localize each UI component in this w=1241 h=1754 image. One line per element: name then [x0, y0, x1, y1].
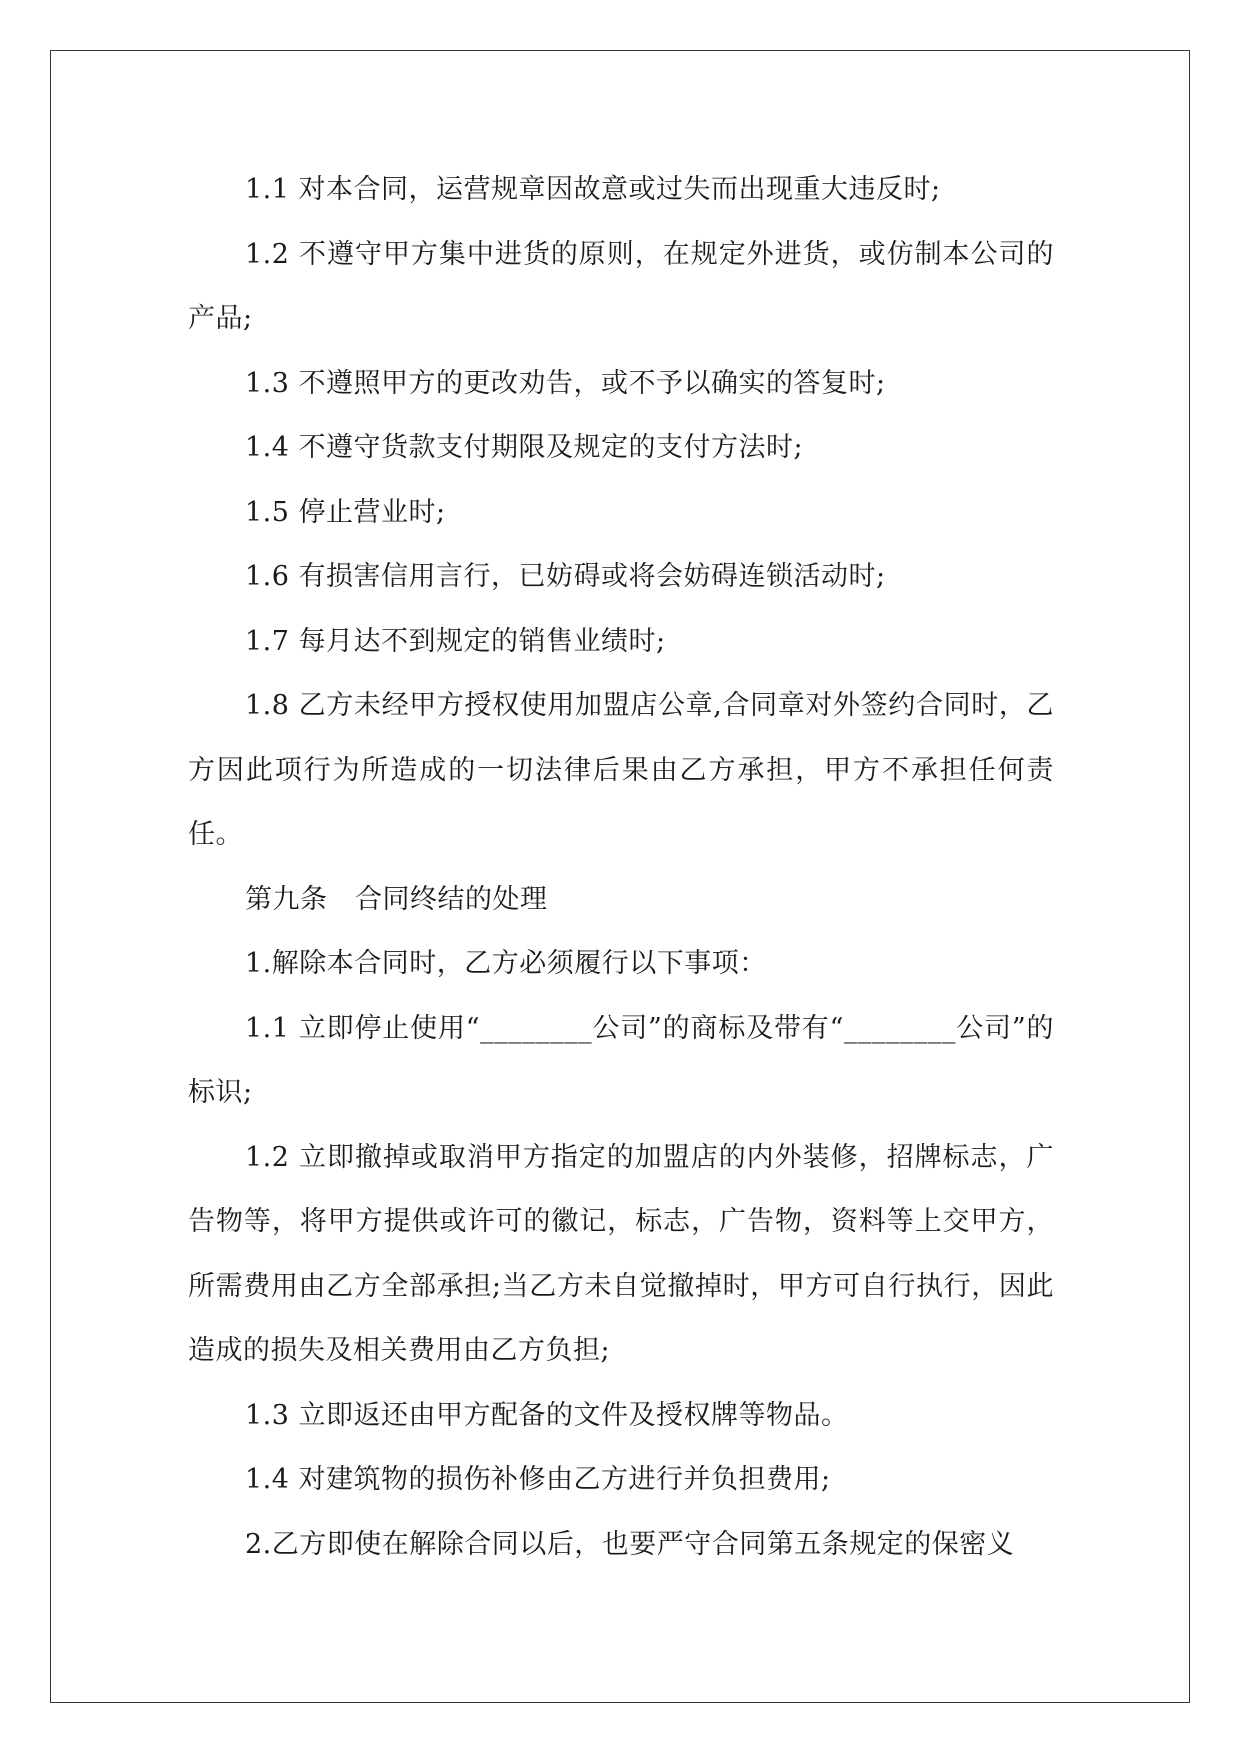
termination-item-1: 1.解除本合同时，乙方必须履行以下事项： [245, 948, 767, 979]
clause-1-5: 1.5 停止营业时; [245, 496, 446, 528]
document-body [188, 158, 1054, 1577]
termination-item-1-2: 1.2 立即撤掉或取消甲方指定的加盟店的内外装修，招牌标志，广告物等，将甲方提供或许可的徽记，标志，广告物，资料等上交甲方，所需费用由乙方全部承担;当乙方未自觉撤掉时，甲方可自行执行，因此造成的损失及相关费用由乙方负担; [188, 1141, 1054, 1366]
termination-item-1-3: 1.3 立即返还由甲方配备的文件及授权牌等物品。 [245, 1399, 849, 1431]
clause-1-1: 1.1 对本合同，运营规章因故意或过失而出现重大违反时; [245, 174, 941, 205]
termination-item-1-1: 1.1 立即停止使用“________公司”的商标及带有“________公司”的标识; [188, 1012, 1054, 1108]
clause-1-7: 1.7 每月达不到规定的销售业绩时; [245, 625, 666, 657]
clause-1-8: 1.8 乙方未经甲方授权使用加盟店公章,合同章对外签约合同时，乙方因此项行为所造成的一切法律后果由乙方承担，甲方不承担任何责任。 [188, 690, 1054, 850]
termination-item-1-4: 1.4 对建筑物的损伤补修由乙方进行并负担费用; [245, 1464, 831, 1495]
clause-1-3: 1.3 不遵照甲方的更改劝告，或不予以确实的答复时; [245, 367, 886, 399]
clause-1-2: 1.2 不遵守甲方集中进货的原则，在规定外进货，或仿制本公司的产品; [188, 238, 1054, 334]
clause-1-6: 1.6 有损害信用言行，已妨碍或将会妨碍连锁活动时; [245, 561, 886, 592]
clause-1-4: 1.4 不遵守货款支付期限及规定的支付方法时; [245, 432, 804, 463]
termination-item-2: 2.乙方即使在解除合同以后，也要严守合同第五条规定的保密义 [245, 1528, 1015, 1560]
article-9-heading: 第九条 合同终结的处理 [245, 883, 548, 915]
